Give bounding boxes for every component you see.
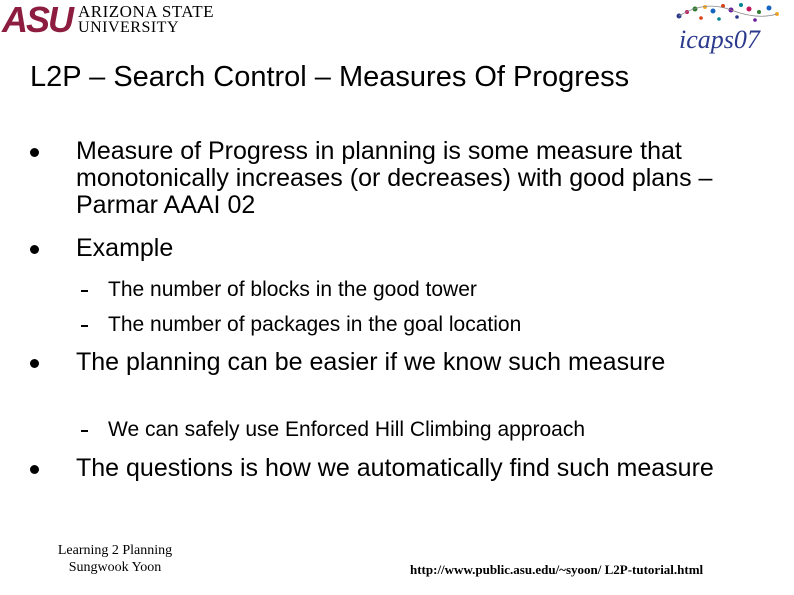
dash-icon <box>81 430 88 432</box>
sub-bullet-text: The number of blocks in the good tower <box>108 278 477 301</box>
bullet-text: The questions is how we automatically find such measure <box>76 454 714 482</box>
asu-logo-wordmark <box>78 4 214 36</box>
asu-logo <box>2 2 214 38</box>
bullet-item-3 <box>76 349 776 376</box>
footer-url[interactable]: http://www.public.asu.edu/~syoon/ L2P-tutorial.html <box>410 562 704 577</box>
sub-bullet-item <box>108 278 768 302</box>
footer-author-name: Sungwook Yoon <box>68 560 162 575</box>
dash-icon <box>81 290 88 292</box>
bullet-item-1 <box>76 138 776 219</box>
asu-logo-line2: UNIVERSITY <box>78 19 180 36</box>
sub-bullet-text: The number of packages in the goal location <box>108 313 522 336</box>
dash-icon <box>81 325 88 327</box>
bullet-dot-icon <box>30 465 39 474</box>
sub-bullet-item <box>108 418 768 442</box>
bullet-item-2 <box>76 235 776 262</box>
sub-bullet-text: We can safely use Enforced Hill Climbing approach <box>108 418 586 441</box>
sub-bullet-item <box>108 313 768 337</box>
bullet-dot-icon <box>30 245 39 254</box>
asu-logo-line1: ARIZONA STATE <box>78 2 214 21</box>
slide-title: L2P – Search Control – Measures Of Progress <box>30 61 630 93</box>
bullet-item-4 <box>76 455 776 482</box>
bullet-dot-icon <box>30 359 39 368</box>
bullet-text: The planning can be easier if we know such measure <box>76 348 666 376</box>
icaps-logo <box>665 0 793 60</box>
footer-author <box>40 542 190 576</box>
bullet-text: Measure of Progress in planning is some measure that monotonically increases (or decreases) with good plans – Parmar AAAI 02 <box>76 137 713 219</box>
footer-course-title: Learning 2 Planning <box>57 543 173 558</box>
icaps-logo-dots <box>677 3 780 22</box>
bullet-dot-icon <box>30 148 39 157</box>
asu-logo-mark: ASU <box>2 0 73 40</box>
icaps-logo-text: icaps07 <box>679 25 760 54</box>
bullet-text: Example <box>76 234 174 262</box>
